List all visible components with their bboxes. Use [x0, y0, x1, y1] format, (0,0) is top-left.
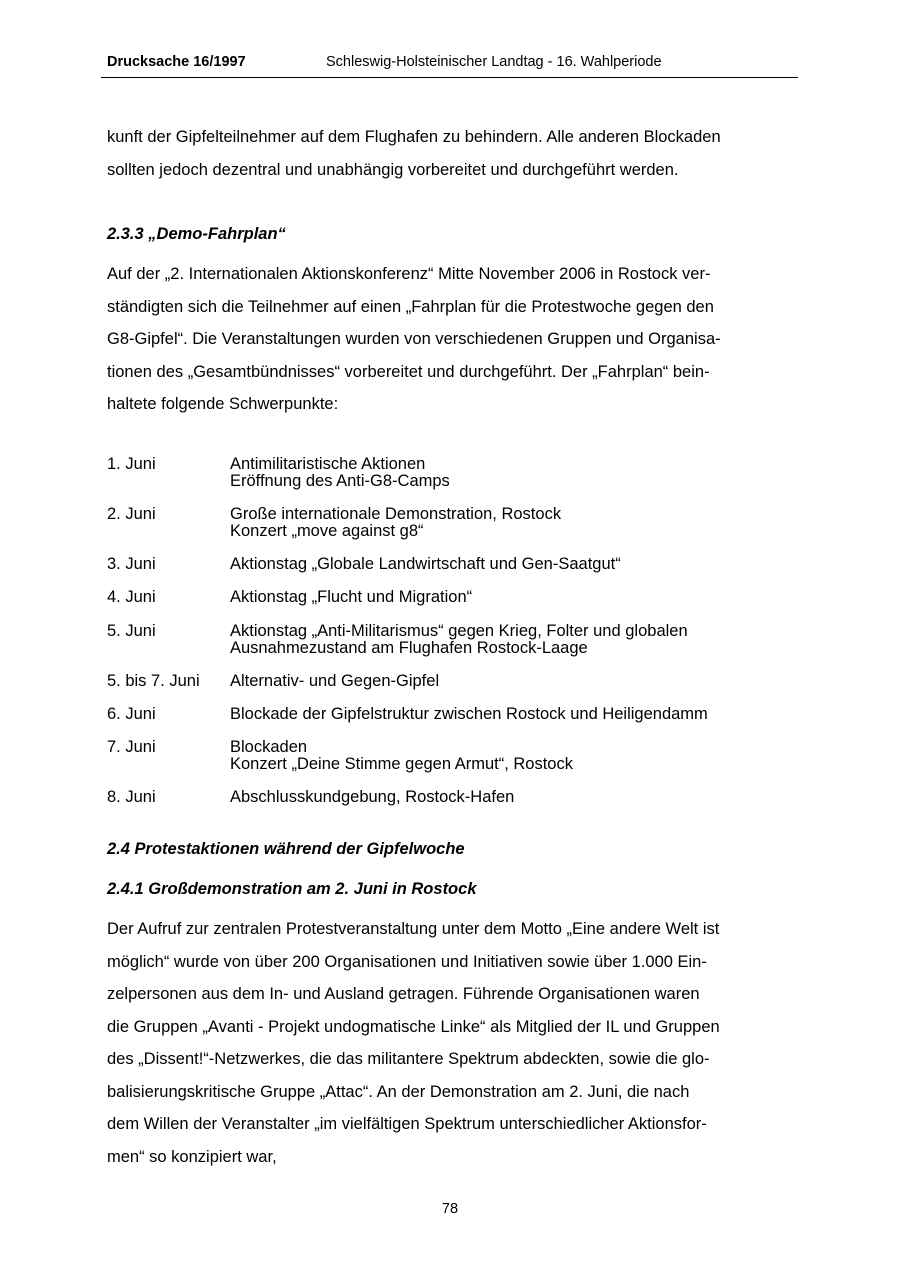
schedule-events: [230, 623, 688, 656]
text-line: tionen des „Gesamtbündnisses“ vorbereitet und durchgeführt. Der „Fahrplan“ bein-: [107, 362, 710, 381]
schedule-event: Alternativ- und Gegen-Gipfel: [230, 672, 440, 690]
section-2-4-1-paragraph: [107, 913, 792, 1173]
schedule-date: 1. Juni: [107, 455, 156, 473]
schedule-event: Ausnahmezustand am Flughafen Rostock-Laage: [230, 638, 588, 657]
schedule-events: [230, 706, 708, 723]
page-number: 78: [441, 1201, 459, 1217]
schedule-event: Blockaden: [230, 738, 308, 756]
text-line: Der Aufruf zur zentralen Protestveranstaltung unter dem Motto „Eine andere Welt ist: [107, 920, 720, 938]
schedule-event: Eröffnung des Anti-G8-Camps: [230, 471, 450, 490]
schedule-events: [230, 739, 573, 772]
page-header: [101, 50, 798, 78]
text-line: haltete folgende Schwerpunkte:: [107, 395, 339, 413]
schedule-date: 5. Juni: [107, 622, 156, 640]
text-line: ständigten sich die Teilnehmer auf einen „Fahrplan für die Protestwoche gegen den: [107, 297, 714, 316]
schedule-event: Aktionstag „Flucht und Migration“: [230, 588, 473, 606]
document-number: Drucksache 16/1997: [107, 54, 246, 70]
header-title: Schleswig-Holsteinischer Landtag - 16. Wahlperiode: [326, 54, 662, 70]
text-line: zelpersonen aus dem In- und Ausland getragen. Führende Organisationen waren: [107, 985, 700, 1003]
schedule-date: 7. Juni: [107, 738, 156, 756]
text-line: balisierungskritische Gruppe „Attac“. An der Demonstration am 2. Juni, die nach: [107, 1082, 690, 1101]
schedule-events: [230, 506, 561, 539]
section-heading-2-3-3: 2.3.3 „Demo-Fahrplan“: [107, 225, 286, 243]
text-line: sollten jedoch dezentral und unabhängig vorbereitet und durchgeführt werden.: [107, 160, 679, 179]
text-line: G8-Gipfel“. Die Veranstaltungen wurden von verschiedenen Gruppen und Organisa-: [107, 330, 721, 348]
schedule-event: Antimilitaristische Aktionen: [230, 455, 426, 473]
text-line: dem Willen der Veranstalter „im vielfältigen Spektrum unterschiedlicher Aktionsfor-: [107, 1115, 707, 1133]
text-line: kunft der Gipfelteilnehmer auf dem Flughafen zu behindern. Alle anderen Blockaden: [107, 128, 721, 146]
text-line: Auf der „2. Internationalen Aktionskonferenz“ Mitte November 2006 in Rostock ver-: [107, 265, 711, 283]
schedule-event: Blockade der Gipfelstruktur zwischen Rostock und Heiligendamm: [230, 705, 708, 723]
intro-paragraph: [107, 121, 792, 186]
schedule-event: Große internationale Demonstration, Rostock: [230, 505, 562, 523]
text-line: des „Dissent!“-Netzwerkes, die das militantere Spektrum abdeckten, sowie die glo-: [107, 1050, 710, 1068]
schedule-events: [230, 589, 472, 606]
section-heading-2-4-1: 2.4.1 Großdemonstration am 2. Juni in Rostock: [107, 880, 477, 898]
schedule-date: 4. Juni: [107, 588, 156, 606]
schedule-event: Aktionstag „Globale Landwirtschaft und Gen-Saatgut“: [230, 555, 621, 573]
schedule-events: [230, 456, 450, 489]
schedule-event: Aktionstag „Anti-Militarismus“ gegen Krieg, Folter und globalen: [230, 622, 688, 640]
schedule-date: 8. Juni: [107, 788, 156, 806]
schedule-date: 2. Juni: [107, 505, 156, 523]
section-2-3-3-paragraph: [107, 258, 792, 421]
text-line: möglich“ wurde von über 200 Organisationen und Initiativen sowie über 1.000 Ein-: [107, 952, 707, 971]
schedule-events: [230, 673, 439, 690]
schedule-event: Konzert „move against g8“: [230, 521, 424, 540]
schedule-events: [230, 556, 621, 573]
schedule-date: 6. Juni: [107, 705, 156, 723]
section-heading-2-4: 2.4 Protestaktionen während der Gipfelwoche: [107, 840, 465, 858]
text-line: die Gruppen „Avanti - Projekt undogmatische Linke“ als Mitglied der IL und Gruppen: [107, 1017, 720, 1036]
schedule-event: Konzert „Deine Stimme gegen Armut“, Rostock: [230, 754, 573, 773]
text-line: men“ so konzipiert war,: [107, 1147, 277, 1166]
schedule-events: [230, 789, 514, 806]
schedule-date: 3. Juni: [107, 555, 156, 573]
schedule-date: 5. bis 7. Juni: [107, 672, 200, 690]
schedule-event: Abschlusskundgebung, Rostock-Hafen: [230, 788, 515, 806]
